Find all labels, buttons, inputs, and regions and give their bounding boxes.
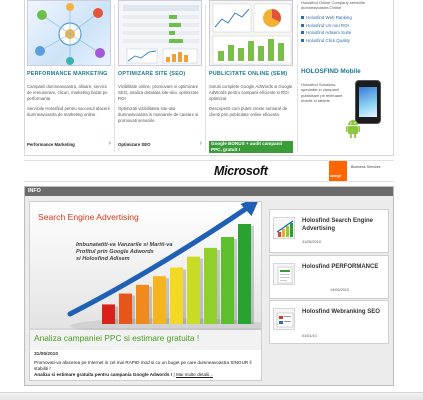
feature-body-bold: Analiza si estimare gratuita pentru campania Google Adwords !: [34, 372, 173, 378]
chart-bar: [204, 248, 217, 324]
mobile-title[interactable]: HOLOSFIND Mobile: [301, 68, 361, 75]
bullet-icon: [301, 31, 304, 34]
info-header-label: INFO: [28, 188, 41, 194]
performance-marketing-link[interactable]: Performance Marketing: [27, 142, 75, 147]
info-header: [25, 187, 393, 196]
chart-bar: [119, 294, 132, 324]
seo-report-icon: [119, 1, 202, 66]
orange-tagline: Business Services: [351, 165, 381, 169]
seo-link[interactable]: Optimizare SEO: [118, 142, 151, 147]
column-divider: [297, 4, 298, 152]
chart-thumbnail-icon: [274, 218, 296, 240]
sponsor-strip: [24, 160, 394, 182]
arrow-right-icon[interactable]: ›: [199, 140, 202, 147]
panel-title[interactable]: OPTIMIZARE SITE (SEO): [118, 71, 186, 77]
service-item[interactable]: Holosfind Adisem Suite: [301, 29, 352, 37]
bullet-icon: [301, 24, 304, 27]
chart-bar: [102, 304, 115, 324]
ranking-thumbnail-icon: [274, 309, 296, 331]
news-title[interactable]: Holosfind Webranking SEO: [302, 309, 380, 315]
panel-paragraph: Campanii dumneavoastra, afisare, servicii de remunerare, clicuri, marketing bazat pe performanta: [27, 84, 108, 102]
chart-bar-shadow: [217, 250, 220, 324]
panel-paragraph: Vizibilitate online, promovare si optimizare SEO, analiza detaliata site-ului, optimizare ROI: [118, 84, 199, 102]
promo-line: si Holosfind Adisem: [76, 256, 130, 262]
service-panels: [24, 0, 394, 156]
news-title[interactable]: Holosfind PERFORMANCE: [302, 264, 379, 270]
services-intro: Holosfind Online Company serviciile dumneavoastra Online: [301, 0, 366, 10]
feature-date: 31/05/2010: [34, 352, 59, 357]
chart-bar-shadow: [183, 269, 186, 324]
chart-bar: [153, 276, 166, 324]
footer-strip: [0, 392, 423, 400]
news-thumbnail: [273, 217, 295, 239]
more-details-link[interactable]: Mai multe detalii...: [175, 372, 213, 378]
news-thumbnail: [273, 308, 295, 330]
service-item[interactable]: Holosfind Un nou ROI: [301, 22, 352, 30]
bullet-icon: [301, 39, 304, 42]
chart-bar-shadow: [132, 296, 135, 324]
chart-bar: [187, 257, 200, 324]
network-diagram-icon: [28, 1, 111, 66]
chart-bar: [170, 267, 183, 324]
orange-logo[interactable]: [329, 161, 347, 181]
column-divider: [114, 4, 115, 152]
performance-marketing-thumbnail[interactable]: [27, 0, 111, 66]
panel-description: [27, 84, 111, 121]
panel-performance-marketing: [25, 0, 113, 156]
seo-thumbnail[interactable]: [118, 0, 202, 66]
panel-description: [118, 84, 202, 127]
news-date: 31/05/2010: [302, 240, 322, 244]
services-list: [301, 14, 352, 44]
news-date: 14/05/2010: [330, 288, 350, 292]
panel-paragraph: Descoperiti cum puteti creste numarul de clienti prin publicitate online eficienta.: [209, 105, 288, 117]
feature-body-text: Promovati-va afacerea pe Internet in cel mai RAPID mod si cu un buget pe care dumneavoastra SINGUR il stabiliti !: [34, 360, 252, 372]
panel-paragraph: Optimizati vizibilitatea site-ului dumneavoastra in motoarele de cautare si promovati serviciile.: [118, 105, 199, 124]
promo-line: Profitul prin Google Adwords: [76, 249, 154, 255]
column-divider: [205, 4, 206, 152]
analytics-dashboard-icon: [210, 1, 293, 66]
panel-description: [209, 84, 293, 121]
chart-bar: [136, 285, 149, 324]
news-thumbnail: [273, 263, 295, 285]
news-item[interactable]: [269, 300, 389, 344]
chart-bar-shadow: [166, 278, 169, 324]
mobile-description: Holosfind Solutions, specialist in campanii publicitare pe telefoane mobile si tablete: [301, 82, 343, 104]
panel-title[interactable]: PERFORMANCE MARKETING: [27, 71, 108, 77]
arrow-right-icon[interactable]: ›: [108, 140, 111, 147]
news-date: 01/01/10: [302, 334, 317, 338]
panel-services: [299, 0, 395, 156]
orange-logo-text: orange: [330, 174, 342, 178]
document-thumbnail-icon: [274, 264, 296, 286]
panel-sem: [207, 0, 295, 156]
chart-bar: [221, 237, 234, 324]
feature-body: Promovati-va afacerea pe Internet in cel mai RAPID mod si cu un buget pe care dumneavoastra SINGUR il stabiliti ! Analiza si estimare gratuita pentru campania Google Adwords ! | Mai multe detalii...: [34, 360, 252, 378]
chart-bar-shadow: [115, 306, 118, 324]
chart-bar-shadow: [251, 226, 254, 324]
sem-thumbnail[interactable]: [209, 0, 293, 66]
microsoft-logo[interactable]: Microsoft: [214, 164, 268, 178]
news-title[interactable]: Holosfind Search Engine Advertising: [302, 218, 374, 232]
google-bonus-promo[interactable]: Google BONUS + audit campanii PPC, gratuit !: [209, 141, 293, 153]
chart-bar: [238, 224, 251, 324]
panel-seo: [116, 0, 204, 156]
chart-bar-shadow: [149, 287, 152, 324]
news-item[interactable]: [269, 209, 389, 253]
info-section: [24, 186, 394, 386]
panel-paragraph: Serviciile Holosfind pentru succesul afacerii dumneavoastra de marketing online.: [27, 105, 110, 117]
panel-paragraph: Solutii complete Google AdWords si Google AdWords pentru campanii eficiente si ROI optimizat: [209, 84, 293, 102]
news-item[interactable]: [269, 255, 389, 299]
chart-bar-shadow: [200, 259, 203, 324]
feature-caption[interactable]: Analiza campaniei PPC si estimare gratuita !: [34, 333, 200, 343]
panel-title[interactable]: PUBLICITATE ONLINE (SEM): [209, 71, 288, 77]
feature-title[interactable]: Search Engine Advertising: [38, 212, 139, 222]
service-item[interactable]: Holosfind Click Quality: [301, 37, 352, 45]
bullet-icon: [301, 16, 304, 19]
feature-article[interactable]: [29, 201, 262, 381]
android-robot-icon: [346, 118, 360, 138]
chart-bar-shadow: [234, 239, 237, 324]
service-item[interactable]: Holosfind Web Ranking: [301, 14, 352, 22]
promo-line: Imbunatatiti-va Vanzarile si Mariti-va: [76, 242, 173, 248]
